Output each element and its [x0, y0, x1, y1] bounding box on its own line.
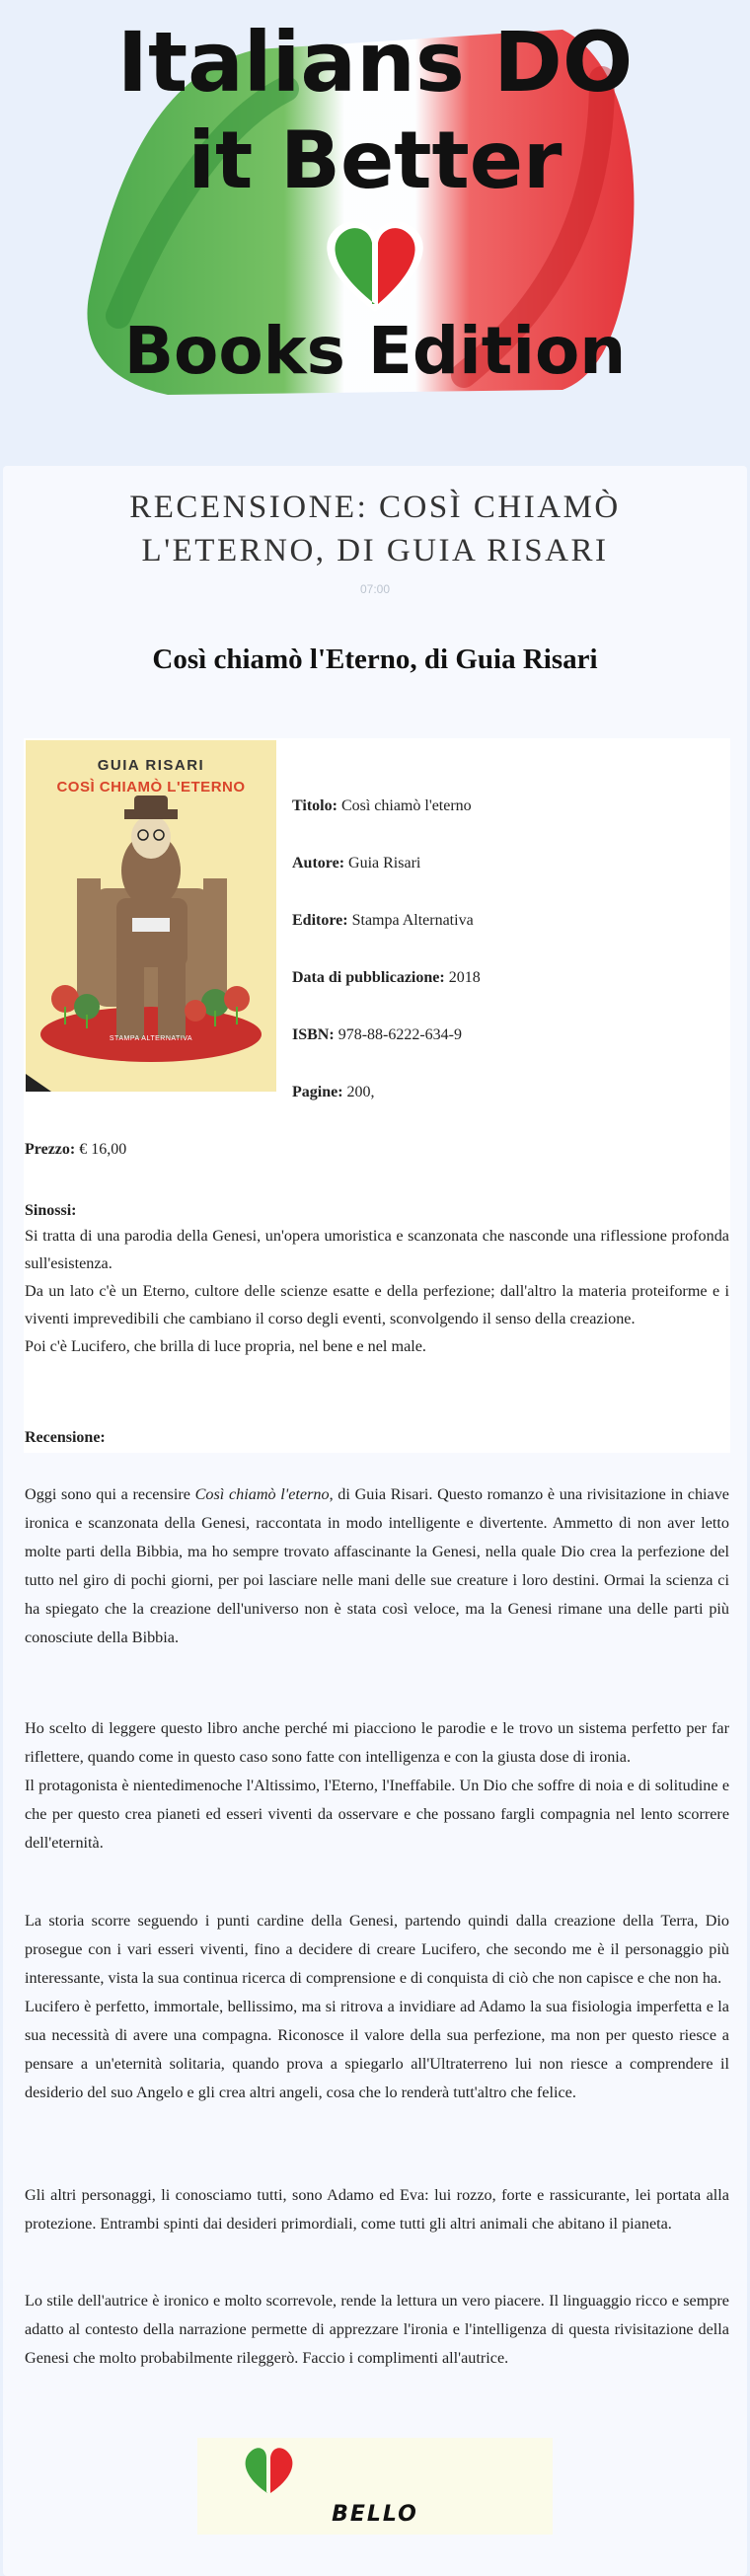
review-paragraph-2	[25, 1714, 729, 1857]
autore-label: Autore:	[292, 855, 345, 871]
post-title-line-2[interactable]: L'ETERNO, DI GUIA RISARI	[141, 533, 609, 568]
meta-autore	[292, 855, 420, 872]
review-paragraph-1	[25, 1480, 729, 1652]
editore-label: Editore:	[292, 912, 348, 929]
autore-value: Guia Risari	[348, 855, 421, 871]
rating-badge	[197, 2438, 553, 2535]
cover-author: GUIA RISARI	[97, 757, 205, 774]
review-paragraph-3	[25, 1907, 729, 2107]
banner-line-3: Books Edition	[123, 313, 627, 389]
review-p1-intro: Oggi sono qui a recensire	[25, 1485, 195, 1503]
sinossi-paragraph-2: Da un lato c'è un Eterno, cultore delle scienze esatte e della perfezione; dall'altro la materia proteiforme e i viventi imprevedibili che cambiano il corso degli eventi, sconvolgendo il senso della creazione.	[25, 1282, 729, 1327]
review-p1-body: , di Guia Risari. Questo romanzo è una rivisitazione in chiave ironica e scanzonata della Genesi, raccontata in modo intelligente e divertente. Ammetto di non aver letto molte parti della Bibbia, ma ho sempre trovato affascinante la Genesi, nella quale Dio crea la perfezione del tutto nel giro di pochi giorni, per poi lasciare nelle mani delle sue creature i loro destini. Ormai la scienza ci ha spiegato che la creazione dell'universo non è stata così veloce, ma la Genesi rimane una delle parti più conosciute della Bibbia.	[25, 1485, 729, 1646]
isbn-value: 978-88-6222-634-9	[338, 1026, 462, 1043]
meta-data	[292, 969, 481, 987]
meta-prezzo	[25, 1141, 126, 1159]
sinossi-paragraph-3: Poi c'è Lucifero, che brilla di luce propria, nel bene e nel male.	[25, 1337, 426, 1355]
cover-title: COSÌ CHIAMÒ L'ETERNO	[56, 779, 246, 796]
banner-line-2: it Better	[188, 114, 562, 206]
review-p2: Ho scelto di leggere questo libro anche perché mi piacciono le parodie e le trovo un sistema perfetto per far riflettere, quando come in questo caso sono fatte con intelligenza e con la giusta dose di ironia.	[25, 1719, 729, 1766]
pagine-label: Pagine:	[292, 1084, 343, 1100]
review-paragraph-4	[25, 2181, 729, 2238]
review-p6: Gli altri personaggi, li conosciamo tutti, sono Adamo ed Eva: lui rozzo, forte e rassicurante, lei portata alla protezione. Entrambi spinti dai desideri primordiali, come tutti gli altri animali che abitano il pianeta.	[25, 2186, 729, 2233]
book-heading: Così chiamò l'Eterno, di Guia Risari	[152, 644, 598, 675]
post-timestamp[interactable]: 07:00	[359, 582, 391, 596]
data-label: Data di pubblicazione:	[292, 969, 445, 986]
prezzo-value: € 16,00	[79, 1141, 127, 1158]
editore-value: Stampa Alternativa	[351, 912, 474, 929]
meta-isbn	[292, 1026, 462, 1044]
book-info-panel	[24, 738, 730, 1453]
post-title-line-1[interactable]: RECENSIONE: COSÌ CHIAMÒ	[129, 490, 621, 525]
meta-titolo	[292, 797, 472, 815]
review-book-title: Così chiamò l'eterno	[194, 1485, 330, 1503]
review-p3: Il protagonista è nientedimenoche l'Altissimo, l'Eterno, l'Ineffabile. Un Dio che soffre di noia e di solitudine e che per questo crea pianeti ed esseri viventi da osservare e che possano fargli compagnia nel lento scorrere dell'eternità.	[25, 1777, 729, 1852]
banner-line-1: Italians DO	[116, 14, 634, 111]
rating-label: BELLO	[332, 2502, 418, 2527]
review-p4: La storia scorre seguendo i punti cardine della Genesi, partendo quindi dalla creazione della Terra, Dio prosegue con i vari esseri viventi, fino a decidere di creare Lucifero, che secondo me è il personaggio più interessante, vista la sua continua ricerca di comprensione e di conquista di ciò che non capisce e che non ha.	[25, 1912, 729, 1987]
review-p7: Lo stile dell'autrice è ironico e molto scorrevole, rende la lettura un vero piacere. Il linguaggio ricco e sempre adatto al contesto della narrazione permette di apprezzare l'ironia e l'intelligenza di questa rivisitazione della Genesi che molto probabilmente rileggerò. Faccio i complimenti all'autrice.	[25, 2292, 729, 2367]
post-title[interactable]	[3, 486, 747, 572]
prezzo-label: Prezzo:	[25, 1141, 76, 1158]
sinossi-label: Sinossi:	[25, 1202, 77, 1219]
meta-editore	[292, 912, 474, 930]
blog-banner-logo[interactable]	[49, 0, 701, 415]
pagine-value: 200,	[346, 1084, 375, 1100]
blog-header	[0, 0, 750, 466]
isbn-label: ISBN:	[292, 1026, 335, 1043]
recensione-label: Recensione:	[25, 1429, 106, 1446]
titolo-value: Così chiamò l'eterno	[340, 797, 472, 814]
review-paragraph-5	[25, 2287, 729, 2373]
book-cover-image[interactable]	[26, 740, 276, 1092]
sinossi-text	[25, 1222, 729, 1360]
titolo-label: Titolo:	[292, 797, 338, 814]
review-p5: Lucifero è perfetto, immortale, bellissimo, ma si ritrova a invidiare ad Adamo la sua fisiologia imperfetta e la sua necessità di avere una compagna. Riconosce il valore della sua perfezione, ma non per questo riesce a pensare a un'eternità solitaria, quando prova a spiegarlo all'Ultraterreno lui non riesce a comprendere il desiderio del suo Angelo e gli crea altri angeli, cosa che lo renderà tutt'altro che felice.	[25, 1998, 729, 2101]
data-value: 2018	[448, 969, 481, 986]
meta-pagine	[292, 1084, 375, 1101]
post-card	[3, 466, 747, 2576]
cover-publisher: STAMPA ALTERNATIVA	[109, 1035, 193, 1042]
sinossi-paragraph-1: Si tratta di una parodia della Genesi, un'opera umoristica e scanzonata che nasconde una riflessione profonda sull'esistenza.	[25, 1227, 729, 1272]
